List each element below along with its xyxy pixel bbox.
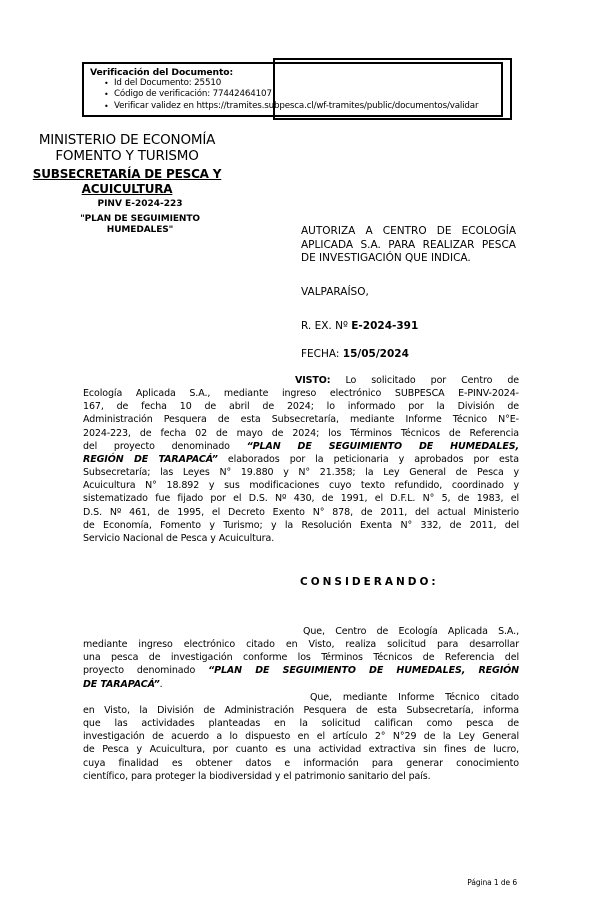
bullet-icon: •	[104, 90, 109, 100]
text-line: Que, mediante Informe Técnico citado	[310, 691, 519, 703]
pinv-code: PINV E-2024-223	[97, 199, 183, 209]
verification-item	[90, 101, 506, 112]
text-line: AUTORIZA A CENTRO DE ECOLOGÍA	[301, 225, 516, 237]
verification-item	[90, 78, 506, 89]
text-line: sistematizado fue fijado por el D.S. Nº 430, de 1991, el D.F.L. N° 5, de 1983, el	[83, 493, 519, 505]
verification-item	[90, 89, 506, 100]
text-line: VISTO: Lo solicitado por Centro de	[295, 375, 519, 386]
date-label: FECHA:	[301, 348, 343, 360]
text-line: Ecología Aplicada S.A., mediante ingreso electrónico SUBPESCA E-PINV-2024-	[83, 388, 519, 400]
resolution-subject	[301, 225, 516, 266]
resolution-date-line	[301, 348, 409, 360]
text-line: del proyecto denominado “PLAN DE SEGUIMIENTO DE HUMEDALES,	[83, 440, 519, 452]
letterhead	[22, 132, 232, 236]
visto-paragraph	[83, 374, 519, 545]
text-line: proyecto denominado “PLAN DE SEGUIMIENTO DE HUMEDALES, REGIÓN	[83, 665, 520, 677]
text-line: mediante ingreso electrónico citado en Visto, realiza solicitud para desarrollar	[83, 639, 519, 651]
rex-number: E-2024-391	[351, 320, 419, 332]
text-line: Administración Pesquera de esta Subsecretaría, mediante Informe Técnico N°E-	[83, 414, 519, 426]
text-line: D.S. Nº 461, de 1995, el Decreto Exento N° 878, de 2011, del actual Ministerio	[83, 506, 519, 518]
resolution-number-line	[301, 320, 418, 332]
text-line: APLICADA S.A. PARA REALIZAR PESCA	[301, 238, 516, 251]
text-line: una pesca de investigación conforme los Términos Técnicos de Referencia del	[83, 652, 519, 664]
subsecretaria-title	[22, 167, 232, 196]
page-indicator: Página 1 de 6	[467, 878, 517, 887]
text-line: Acuicultura N° 18.892 y sus modificaciones cuyo texto refundido, coordinado y	[83, 480, 519, 492]
rex-label: R. EX. Nº	[301, 320, 352, 332]
subsecretaria-line2: ACUICULTURA	[81, 181, 173, 196]
city-line: VALPARAÍSO,	[301, 286, 369, 298]
verification-box	[90, 67, 506, 112]
ministry-name-line1: MINISTERIO DE ECONOMÍA	[38, 132, 216, 148]
considerando-heading: CONSIDERANDO:	[300, 576, 439, 588]
text-line: que las actividades planteadas en la solicitud califican como pesca de	[83, 718, 519, 730]
considerando-paragraphs	[83, 625, 519, 783]
text-line: 167, de fecha 10 de abril de 2024; lo informado por la División de	[83, 401, 519, 413]
verification-item-url: Verificar validez en https://tramites.subpesca.cl/wf-tramites/public/documentos/validar	[114, 100, 479, 111]
verification-item-text: Código de verificación: 77442464107	[114, 89, 272, 100]
project-short-title: "PLAN DE SEGUIMIENTO HUMEDALES"	[80, 214, 200, 235]
text-line: DE INVESTIGACIÓN QUE INDICA.	[301, 252, 471, 264]
text-line: investigación de acuerdo a lo dispuesto en el artículo 2° N°29 de la Ley General	[83, 731, 519, 743]
text-line: científico, para proteger la biodiversidad y el patrimonio sanitario del país.	[83, 770, 431, 782]
text-line: de Economía, Fomento y Turismo; y la Resolución Exenta N° 332, de 2011, del	[83, 519, 519, 531]
date-value: 15/05/2024	[342, 348, 409, 360]
text-line: REGIÓN DE TARAPACÁ” elaborados por la peticionaria y aprobados por esta	[83, 453, 519, 465]
text-line: cuya finalidad es obtener datos e información para generar conocimiento	[83, 757, 519, 769]
subsecretaria-line1: SUBSECRETARÍA DE PESCA Y	[32, 167, 222, 181]
verification-item-text: Id del Documento: 25510	[114, 78, 222, 88]
text-line: en Visto, la División de Administración Pesquera de esta Subsecretaría, informa	[83, 704, 519, 716]
verification-title: Verificación del Documento:	[90, 67, 234, 78]
text-line: Que, Centro de Ecología Aplicada S.A.,	[303, 626, 519, 637]
text-line: de Pesca y Acuicultura, por cuanto es una actividad extractiva sin fines de lucro,	[83, 744, 519, 756]
text-line: DE TARAPACÁ”.	[83, 678, 163, 690]
text-line: Subsecretaría; las Leyes N° 19.880 y N° 21.358; la Ley General de Pesca y	[83, 467, 519, 479]
bullet-icon: •	[104, 79, 109, 88]
text-line: 2024-223, de fecha 02 de mayo de 2024; los Términos Técnicos de Referencia	[83, 427, 519, 439]
ministry-name-line2: FOMENTO Y TURISMO	[55, 148, 199, 164]
bullet-icon: •	[104, 101, 109, 111]
text-line: Servicio Nacional de Pesca y Acuicultura.	[83, 532, 275, 544]
